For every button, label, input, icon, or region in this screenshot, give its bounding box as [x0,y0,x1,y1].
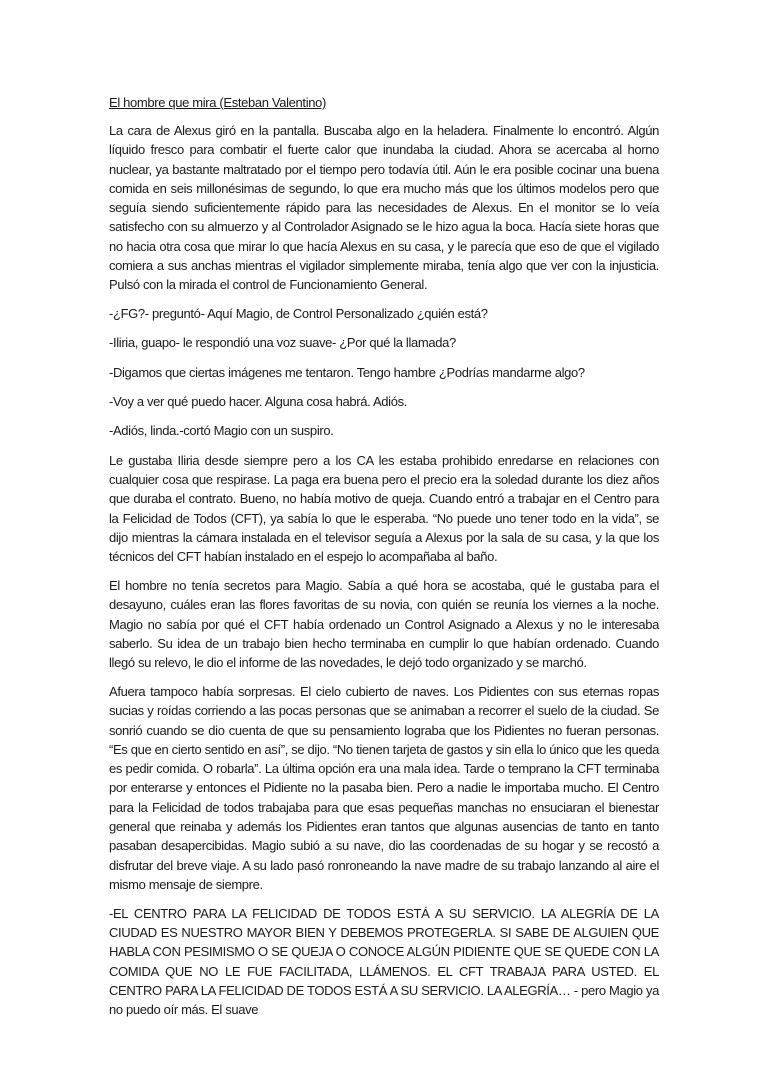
dialog-line-iliria-answer: -Iliria, guapo- le respondió una voz suave- ¿Por qué la llamada? [109,335,456,351]
paragraph-iliria: Le gustaba Iliria desde siempre pero a los CA les estaba prohibido enredarse en relaciones con cualquier cosa que respirase. La paga era buena pero el precio era la soledad durante los diez años que duraba el contrato. Bueno, no había motivo de queja. Cuando entró a trabajar en el Centro para la Felicidad de Todos (CFT), ya sabía lo que le esperaba. “No puede uno tener todo en la vida”, se dijo mientras la cámara instalada en el televisor seguía a Alexus por la sala de su casa, y la que los técnicos del CFT habían instalado en el espejo lo acompañaba al baño. [109,452,659,565]
dialog-line-magio-question: -¿FG?- preguntó- Aquí Magio, de Control Personalizado ¿quién está? [109,306,488,322]
dialog-line-iliria-goodbye: -Voy a ver qué puedo hacer. Alguna cosa habrá. Adiós. [109,394,408,410]
dialog-line-magio-goodbye: -Adiós, linda.-cortó Magio con un suspiro. [109,423,334,439]
paragraph-intro: La cara de Alexus giró en la pantalla. Buscaba algo en la heladera. Finalmente lo encontró. Algún líquido fresco para combatir el fuerte calor que inundaba la ciudad. Ahora se acercaba al horno nuclear, ya bastante maltratado por el tiempo pero todavía útil. Aún le era posible cocinar una buena comida en seis millonésimas de segundo, lo que era mucho más que los últimos modelos pero que seguía siendo suficientemente rápido para las necesidades de Alexus. En el monitor se lo veía satisfecho con su almuerzo y al Controlador Asignado se le hizo agua la boca. Hacía siete horas que no hacia otra cosa que mirar lo que hacía Alexus en su casa, y le parecía que eso de que el vigilado comiera a sus anchas mientras el vigilador simplemente miraba, tenía algo que ver con la injusticia. Pulsó con la mirada el control de Funcionamiento General. [109,123,659,293]
paragraph-outside: Afuera tampoco había sorpresas. El cielo cubierto de naves. Los Pidientes con sus eternas ropas sucias y roídas corriendo a las pocas personas que se animaban a recorrer el suelo de la ciudad. Se sonrió cuando se dio cuenta de que su pensamiento lograba que los Pidientes no fueran personas. “Es que en cierto sentido en así”, se dijo. “No tienen tarjeta de gastos y sin ella lo único que les queda es pedir comida. O robarla”. La última opción era una mala idea. Tarde o temprano la CFT terminaba por enterarse y entonces el Pidiente no la pasaba bien. Pero a nadie le importaba mucho. El Centro para la Felicidad de todos trabajaba para que esas pequeñas manchas no ensuciaran el bienestar general que reinaba y además los Pidientes eran tantos que algunas ausencias de tanto en tanto pasaban desapercibidas. Magio subió a su nave, dio las coordenadas de su hogar y se recostó a disfrutar del breve viaje. A su lado pasó ronroneando la nave madre de su trabajo lanzando al aire el mismo mensaje de siempre. [109,683,659,892]
paragraph-no-secrets: El hombre no tenía secretos para Magio. Sabía a qué hora se acostaba, qué le gustaba para el desayuno, cuáles eran las flores favoritas de su novia, con quién se reunía los viernes a la noche. Magio no sabía por qué el CFT había ordenado un Control Asignado a Alexus y no le interesaba saberlo. Su idea de un trabajo bien hecho terminaba en cumplir lo que habían ordenado. Cuando llegó su relevo, le dio el informe de las novedades, le dejó todo organizado y se marchó. [109,577,659,671]
document-title: El hombre que mira (Esteban Valentino) [109,95,326,110]
document-body [109,93,659,1029]
paragraph-broadcast: -EL CENTRO PARA LA FELICIDAD DE TODOS ESTÁ A SU SERVICIO. LA ALEGRÍA DE LA CIUDAD ES NUESTRO MAYOR BIEN Y DEBEMOS PROTEGERLA. SI SABE DE ALGUIEN QUE HABLA CON PESIMISMO O SE QUEJA O CONOCE ALGÚN PIDIENTE QUE SE QUEDE CON LA COMIDA QUE NO LE FUE FACILITADA, LLÁMENOS. EL CFT TRABAJA PARA USTED. EL CENTRO PARA LA FELICIDAD DE TODOS ESTÁ A SU SERVICIO. LA ALEGRÍA… - pero Magio ya no puedo oír más. El suave [109,905,659,1018]
dialog-line-magio-hungry: -Digamos que ciertas imágenes me tentaron. Tengo hambre ¿Podrías mandarme algo? [109,364,585,380]
